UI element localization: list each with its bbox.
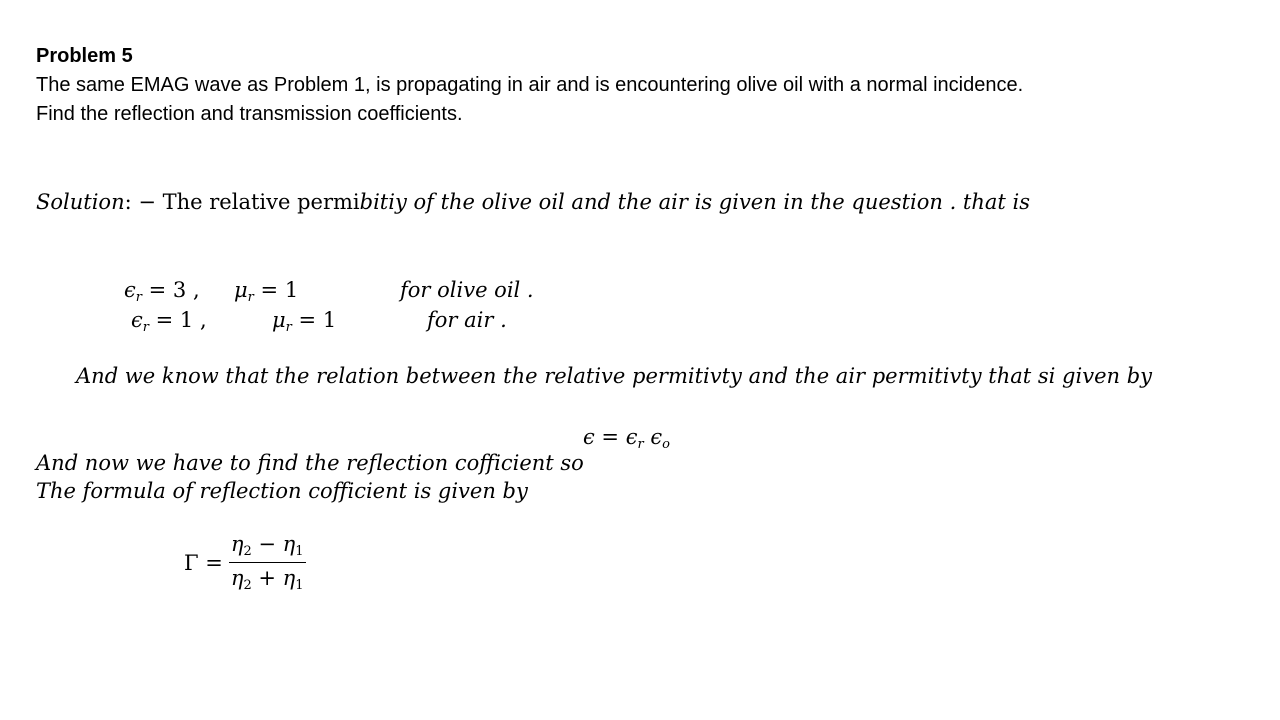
subscript-2: 2 [243,544,252,559]
eta-symbol: η [230,566,244,590]
subscript-o: o [662,437,670,452]
problem-statement-line-2: Find the reflection and transmission coefficients. [36,103,463,125]
solution-intro [36,190,1030,214]
air-permeability [272,308,336,335]
fraction-numerator [229,532,306,563]
solution-colon: : − [124,190,163,214]
olive-oil-mu-value: = 1 [253,278,299,302]
denominator-operator: + η [251,566,296,590]
subscript-r: r [247,290,254,305]
solution-upright-text: The relative permi [162,190,360,214]
olive-oil-eps-value: = 3 , [141,278,200,302]
solution-label: Solution [36,190,125,214]
find-reflection-text: And now we have to find the reflection cofficient so [36,451,584,475]
reflection-coefficient-formula [184,532,306,593]
air-eps-value: = 1 , [148,308,207,332]
olive-oil-permeability [234,278,298,305]
mu-symbol: μ [272,308,286,332]
subscript-1: 1 [295,544,304,559]
air-label: for air . [427,308,507,332]
subscript-r: r [142,320,149,335]
solution-italic-text: bitiy of the olive oil and the air is given in the question . that is [359,190,1031,214]
olive-oil-label: for olive oil . [400,278,534,302]
epsilon-symbol: ϵ [124,278,136,302]
problem-title: Problem 5 [36,45,133,67]
air-mu-value: = 1 [291,308,337,332]
permittivity-relation-equation [583,425,670,452]
numerator-operator: − η [251,532,296,556]
subscript-1: 1 [295,578,304,593]
subscript-2: 2 [243,578,252,593]
epsilon-zero-symbol: ϵ [643,425,663,449]
air-permittivity [131,308,207,335]
gamma-lhs: Γ = [184,550,223,575]
subscript-r: r [637,437,644,452]
subscript-r: r [285,320,292,335]
subscript-r: r [135,290,142,305]
relation-lhs: ϵ = ϵ [583,425,638,449]
gamma-fraction [229,532,306,593]
eta-symbol: η [230,532,244,556]
relation-statement: And we know that the relation between the relative permitivty and the air permitivty that si given by [76,364,1153,388]
mu-symbol: μ [234,278,248,302]
fraction-denominator [231,563,304,593]
formula-intro-text: The formula of reflection cofficient is given by [36,479,528,503]
epsilon-symbol: ϵ [131,308,143,332]
olive-oil-permittivity [124,278,200,305]
problem-statement-line-1: The same EMAG wave as Problem 1, is propagating in air and is encountering olive oil with a normal incidence. [36,74,1024,96]
